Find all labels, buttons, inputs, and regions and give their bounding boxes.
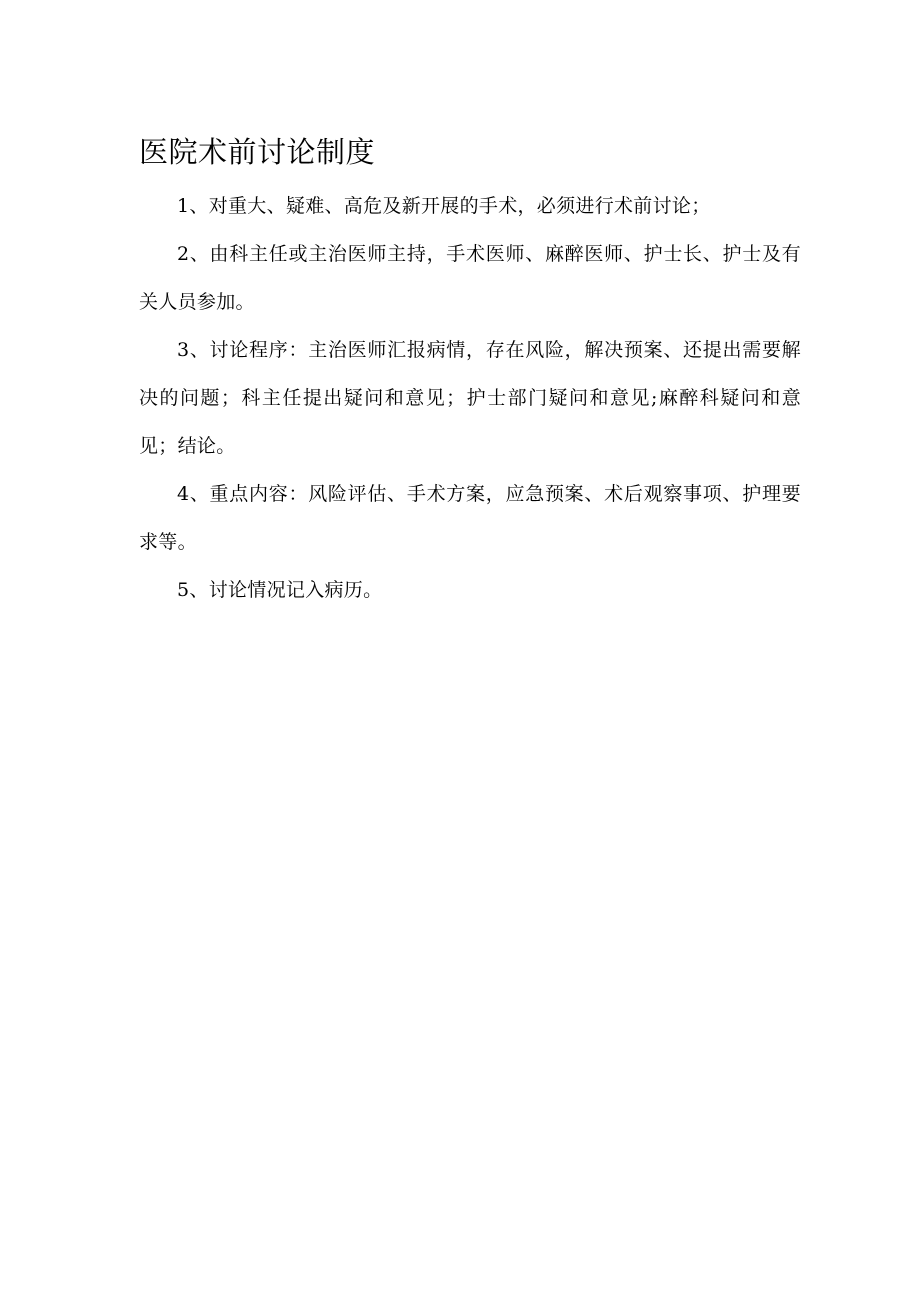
document-body xyxy=(139,128,801,614)
paragraph-4: 4、重点内容：风险评估、手术方案，应急预案、术后观察事项、护理要求等。 xyxy=(139,483,801,553)
paragraph-1: 1、对重大、疑难、高危及新开展的手术，必须进行术前讨论； xyxy=(177,195,711,217)
document-title: 医院术前讨论制度 xyxy=(139,135,376,169)
paragraph-3: 3、讨论程序：主治医师汇报病情，存在风险，解决预案、还提出需要解决的问题；科主任提出疑问和意见；护士部门疑问和意见;麻醉科疑问和意见；结论。 xyxy=(139,339,801,457)
paragraph-5: 5、讨论情况记入病历。 xyxy=(177,579,383,601)
paragraph-2: 2、由科主任或主治医师主持，手术医师、麻醉医师、护士长、护士及有关人员参加。 xyxy=(139,243,801,313)
